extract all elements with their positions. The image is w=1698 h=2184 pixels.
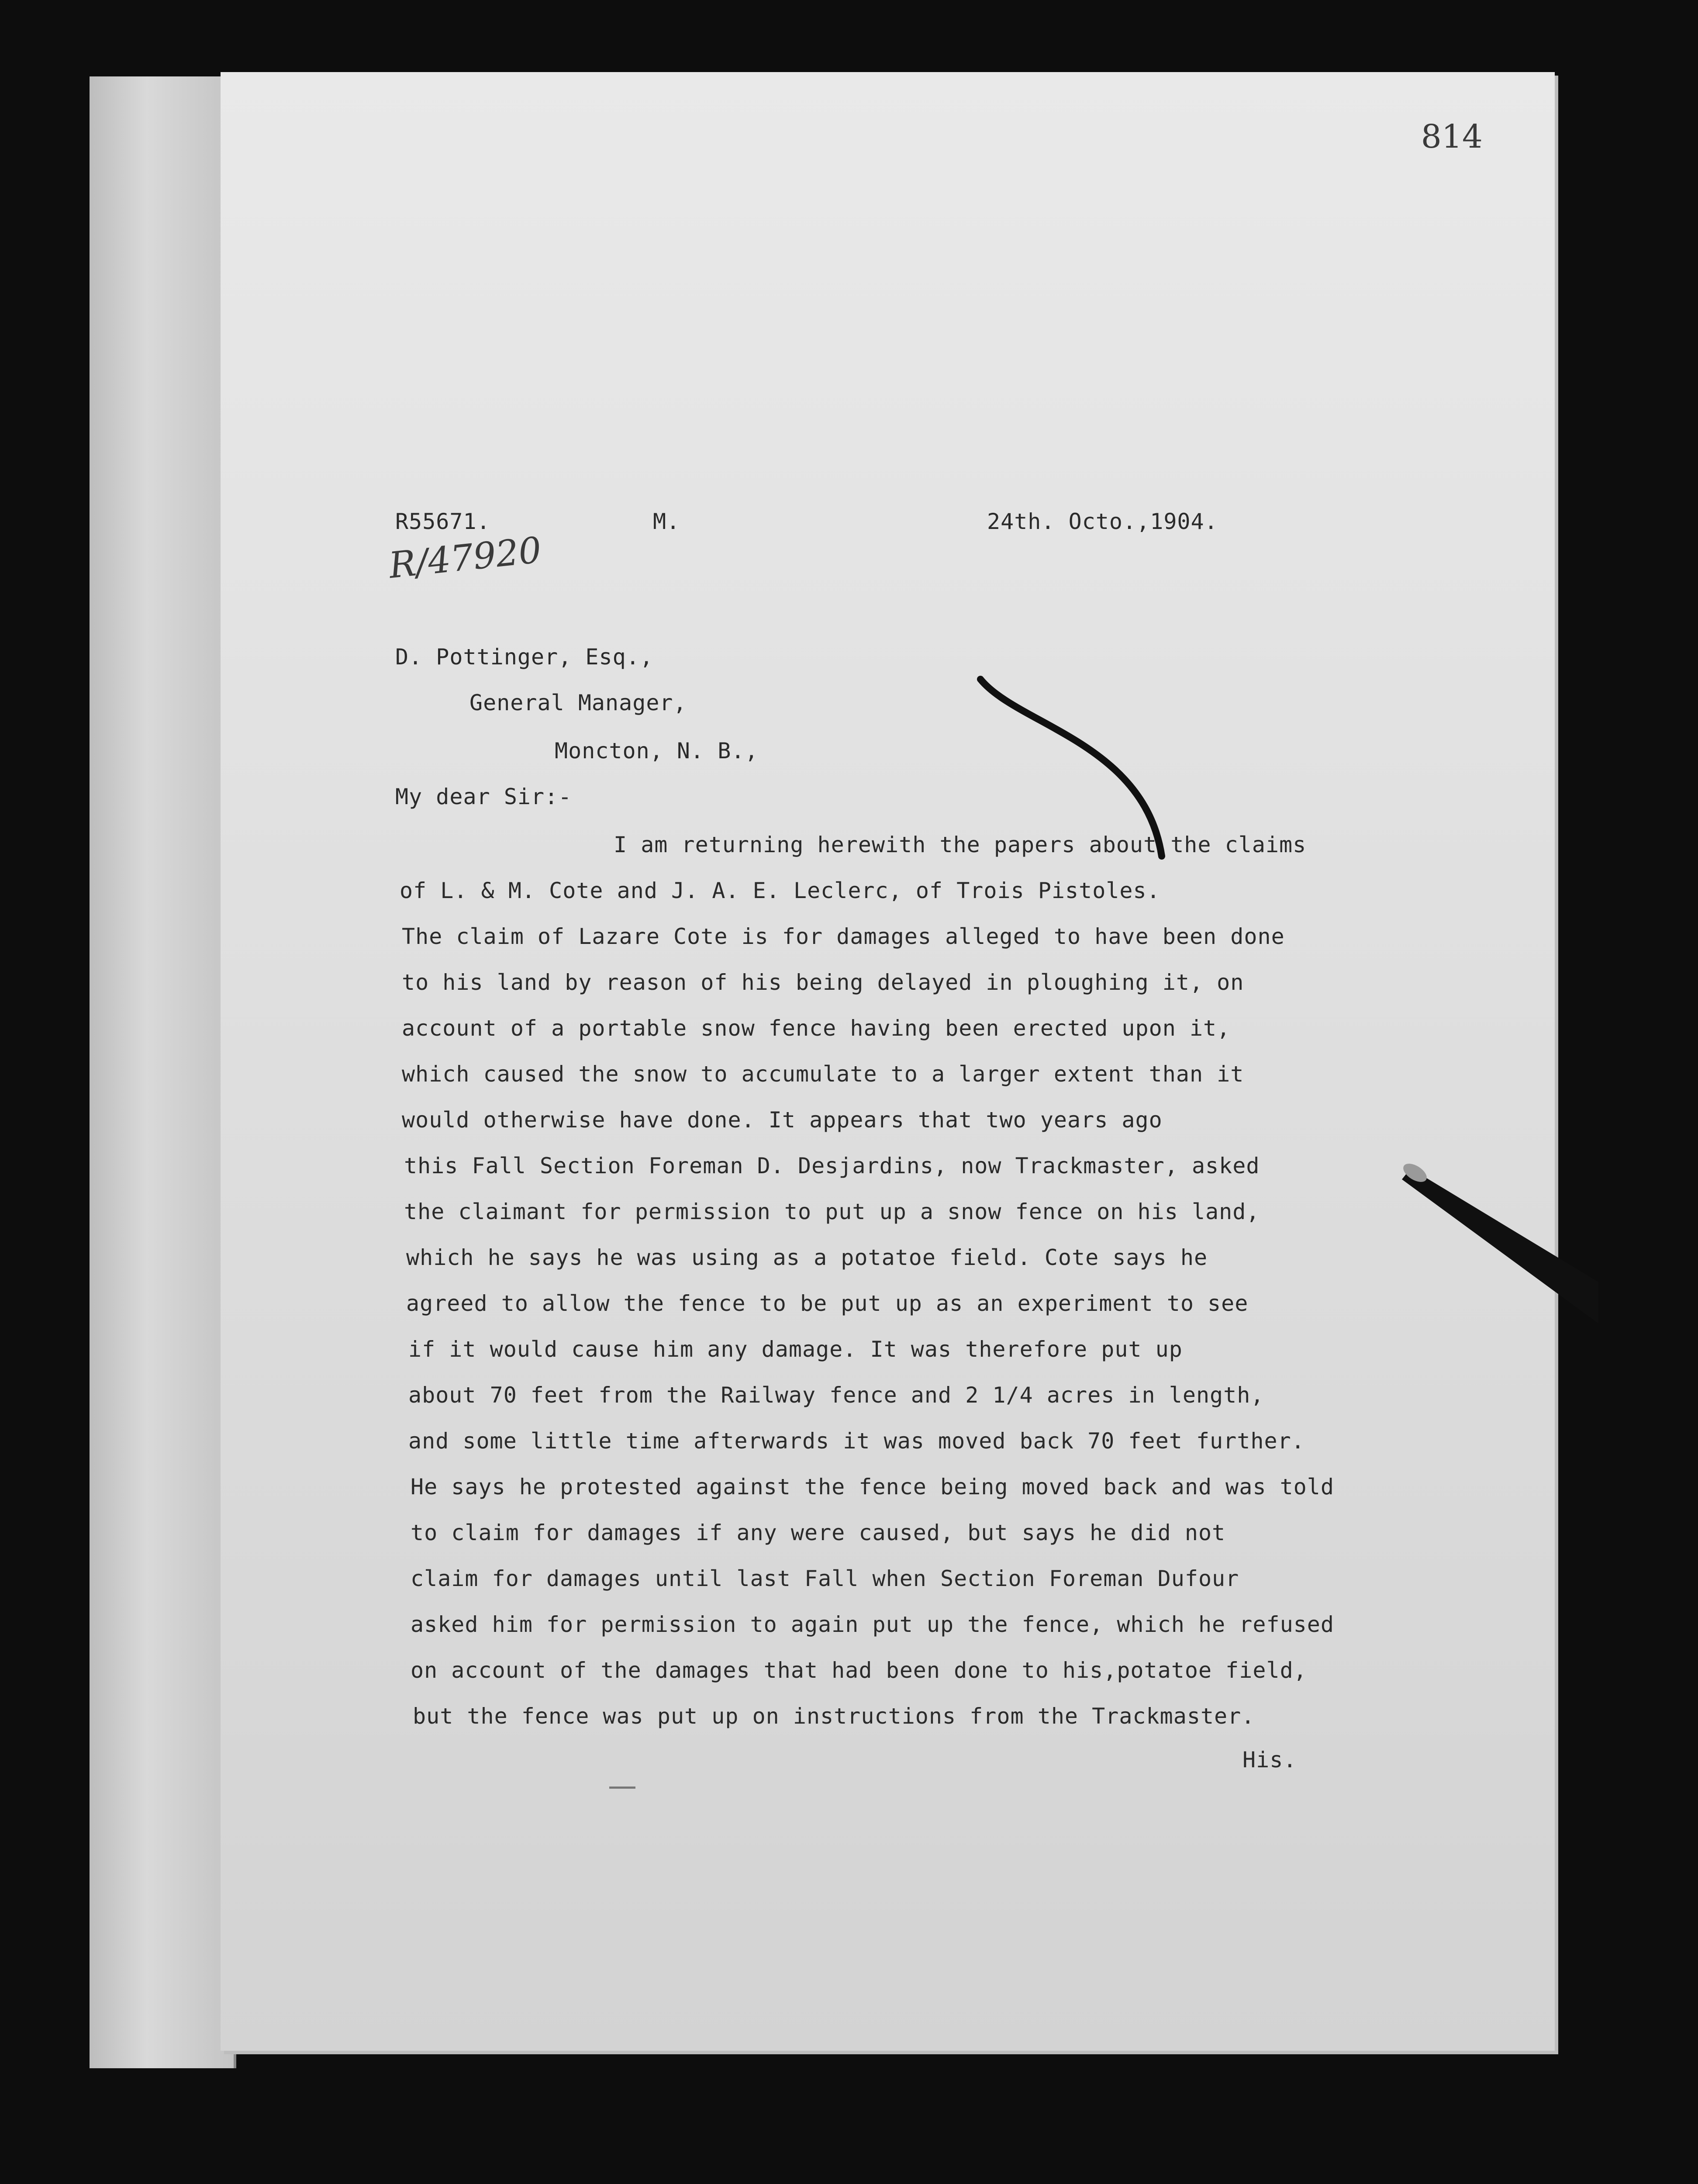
stray-mark — [609, 1787, 635, 1789]
body-line: would otherwise have done. It appears that two years ago — [402, 1107, 1163, 1133]
body-line: of L. & M. Cote and J. A. E. Leclerc, of Trois Pistoles. — [400, 878, 1160, 903]
body-line: about 70 feet from the Railway fence and 2 1/4 acres in length, — [408, 1382, 1264, 1408]
body-line: The claim of Lazare Cote is for damages alleged to have been done — [402, 924, 1285, 949]
backing-sheet — [90, 76, 236, 2068]
body-line: He says he protested against the fence being moved back and was told — [411, 1474, 1334, 1500]
body-line: which he says he was using as a potatoe field. Cote says he — [406, 1245, 1208, 1270]
addressee-title: General Manager, — [469, 690, 687, 715]
initial: M. — [653, 509, 680, 534]
body-line: and some little time afterwards it was moved back 70 feet further. — [408, 1428, 1305, 1454]
folio-number: 814 — [1421, 118, 1483, 156]
body-line: on account of the damages that had been done to his,potatoe field, — [411, 1658, 1307, 1683]
body-line: I am returning herewith the papers about the claims — [614, 832, 1307, 857]
addressee-name: D. Pottinger, Esq., — [395, 644, 653, 670]
body-line: the claimant for permission to put up a snow fence on his land, — [404, 1199, 1260, 1224]
addressee-place: Moncton, N. B., — [555, 738, 759, 764]
body-line: if it would cause him any damage. It was therefore put up — [408, 1337, 1183, 1362]
body-line: to claim for damages if any were caused, but says he did not — [411, 1520, 1226, 1545]
body-line: asked him for permission to again put up the fence, which he refused — [411, 1612, 1334, 1637]
body-line: but the fence was put up on instructions from the Trackmaster. — [413, 1704, 1255, 1729]
letter-date: 24th. Octo.,1904. — [987, 509, 1218, 534]
body-line: agreed to allow the fence to be put up as an experiment to see — [406, 1291, 1249, 1316]
body-line: claim for damages until last Fall when Section Foreman Dufour — [411, 1566, 1239, 1591]
handwritten-reference: R/47920 — [387, 529, 544, 587]
file-number: R55671. — [395, 509, 490, 534]
body-line: which caused the snow to accumulate to a larger extent than it — [402, 1061, 1244, 1087]
salutation: My dear Sir:- — [395, 784, 572, 809]
body-line: this Fall Section Foreman D. Desjardins, now Trackmaster, asked — [404, 1153, 1260, 1178]
body-line: account of a portable snow fence having been erected upon it, — [402, 1016, 1231, 1041]
catchword: His. — [1242, 1747, 1297, 1773]
body-line: to his land by reason of his being delayed in ploughing it, on — [402, 970, 1244, 995]
